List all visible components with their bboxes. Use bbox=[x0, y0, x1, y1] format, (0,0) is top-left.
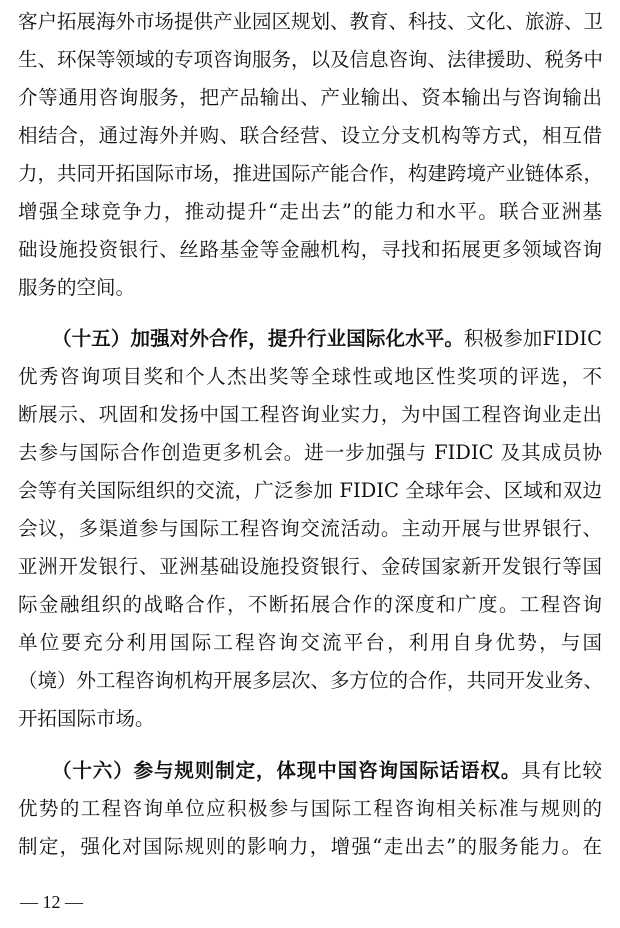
text-line: 际金融组织的战略合作，不断拓展合作的深度和广度。工程咨询 bbox=[18, 593, 602, 616]
text-line: 力，共同开拓国际市场，推进国际产能合作，构建跨境产业链体系， bbox=[18, 162, 604, 185]
text-line: 客户拓展海外市场提供产业园区规划、教育、科技、文化、旅游、卫 bbox=[18, 10, 604, 33]
text-line: 服务的空间。 bbox=[18, 276, 136, 299]
text-line: 础设施投资银行、丝路基金等金融机构，寻找和拓展更多领域咨询 bbox=[18, 238, 602, 261]
text-line: 亚洲开发银行、亚洲基础设施投资银行、金砖国家新开发银行等国 bbox=[18, 555, 602, 578]
text-line: 制定，强化对国际规则的影响力，增强“走出去”的服务能力。在 bbox=[18, 835, 602, 858]
text-line: 增强全球竞争力，推动提升“走出去”的能力和水平。联合亚洲基 bbox=[18, 200, 602, 223]
text-line: 优秀咨询项目奖和个人杰出奖等全球性或地区性奖项的评选，不 bbox=[18, 365, 602, 388]
page-number: — 12 — bbox=[20, 892, 83, 912]
text-line: 会议，多渠道参与国际工程咨询交流活动。主动开展与世界银行、 bbox=[18, 517, 602, 540]
section-16-heading: （十六）参与规则制定，体现中国咨询国际话语权。 bbox=[52, 759, 522, 782]
text-line: 会等有关国际组织的交流，广泛参加 FIDIC 全球年会、区域和双边 bbox=[18, 479, 602, 502]
text-line: 开拓国际市场。 bbox=[18, 707, 155, 730]
text-line: 去参与国际合作创造更多机会。进一步加强与 FIDIC 及其成员协 bbox=[18, 441, 602, 464]
section-15-first-line bbox=[52, 320, 602, 358]
text-line: 相结合，通过海外并购、联合经营、设立分支机构等方式，相互借 bbox=[18, 124, 602, 147]
text-line: 介等通用咨询服务，把产品输出、产业输出、资本输出与咨询输出 bbox=[18, 86, 602, 109]
section-15-first-text: 积极参加FIDIC bbox=[464, 327, 602, 350]
section-15-heading: （十五）加强对外合作，提升行业国际化水平。 bbox=[52, 327, 465, 350]
section-16-first-line bbox=[52, 752, 602, 790]
section-16-first-text: 具有比较 bbox=[521, 759, 602, 782]
text-line: 生、环保等领域的专项咨询服务，以及信息咨询、法律援助、税务中 bbox=[18, 48, 604, 71]
text-line: （境）外工程咨询机构开展多层次、多方位的合作，共同开发业务、 bbox=[18, 669, 604, 692]
text-line: 单位要充分利用国际工程咨询交流平台，利用自身优势，与国 bbox=[18, 631, 602, 654]
text-line: 断展示、巩固和发扬中国工程咨询业实力，为中国工程咨询业走出 bbox=[18, 403, 602, 426]
text-line: 优势的工程咨询单位应积极参与国际工程咨询相关标准与规则的 bbox=[18, 797, 602, 820]
